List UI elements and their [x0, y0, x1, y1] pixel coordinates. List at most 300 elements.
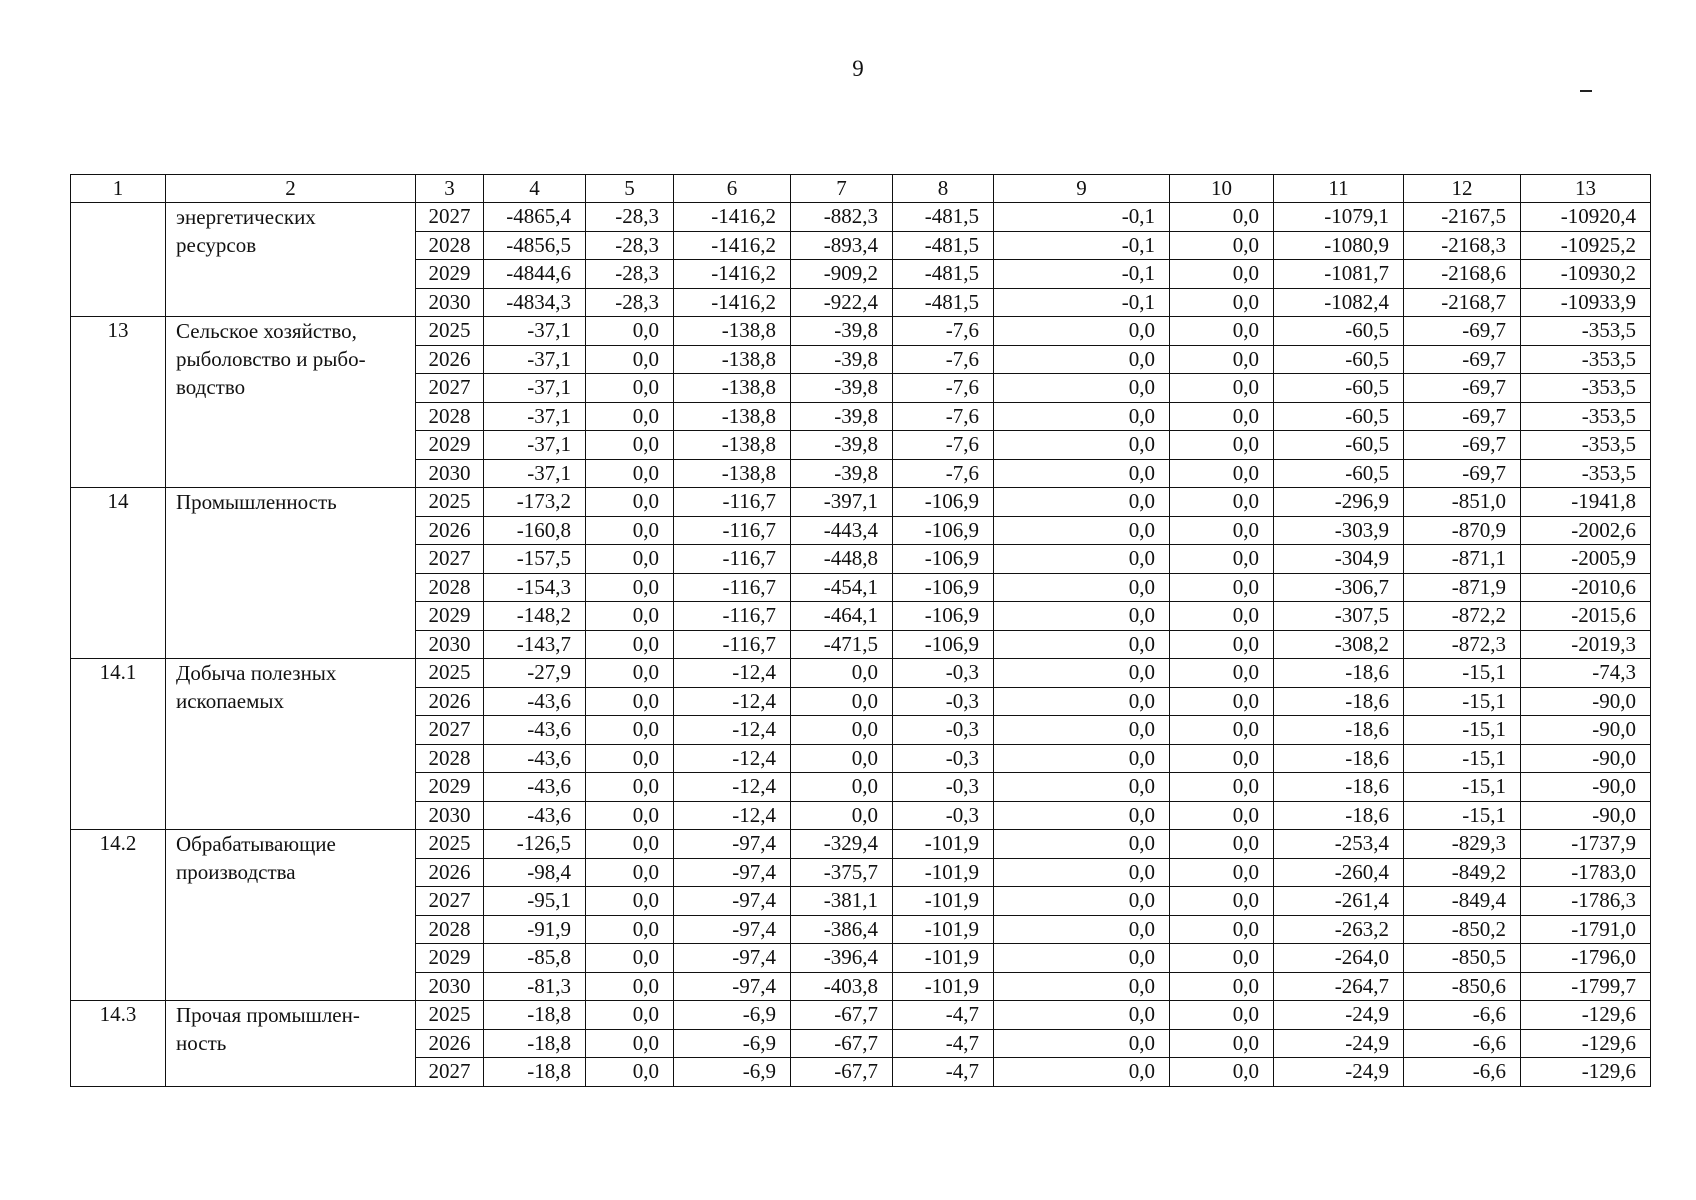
value-cell: -138,8	[674, 402, 791, 431]
value-cell: -850,6	[1404, 972, 1521, 1001]
value-cell: -375,7	[791, 858, 893, 887]
value-cell: -39,8	[791, 431, 893, 460]
value-cell: 0,0	[994, 773, 1170, 802]
value-cell: 0,0	[791, 687, 893, 716]
value-cell: 0,0	[994, 573, 1170, 602]
value-cell: -871,9	[1404, 573, 1521, 602]
value-cell: 0,0	[1170, 402, 1274, 431]
sector-name-line: Обрабатывающие	[176, 832, 336, 856]
value-cell: -6,9	[674, 1001, 791, 1030]
value-cell: -2010,6	[1521, 573, 1651, 602]
value-cell: -6,9	[674, 1058, 791, 1087]
value-cell: 0,0	[1170, 801, 1274, 830]
year-cell: 2028	[416, 915, 484, 944]
year-cell: 2025	[416, 659, 484, 688]
year-cell: 2030	[416, 459, 484, 488]
sector-name-line: ность	[176, 1031, 227, 1055]
value-cell: 0,0	[994, 659, 1170, 688]
value-cell: -6,6	[1404, 1029, 1521, 1058]
value-cell: 0,0	[1170, 858, 1274, 887]
value-cell: -481,5	[893, 203, 994, 232]
value-cell: 0,0	[1170, 203, 1274, 232]
emissions-table	[70, 174, 1651, 1087]
value-cell: -396,4	[791, 944, 893, 973]
value-cell: 0,0	[994, 602, 1170, 631]
value-cell: 0,0	[586, 317, 674, 346]
value-cell: -39,8	[791, 345, 893, 374]
value-cell: -353,5	[1521, 402, 1651, 431]
column-header: 1	[71, 175, 166, 203]
value-cell: -37,1	[484, 374, 586, 403]
value-cell: -4,7	[893, 1058, 994, 1087]
value-cell: -1799,7	[1521, 972, 1651, 1001]
value-cell: -464,1	[791, 602, 893, 631]
value-cell: -106,9	[893, 545, 994, 574]
value-cell: -0,3	[893, 716, 994, 745]
year-cell: 2027	[416, 1058, 484, 1087]
column-header: 9	[994, 175, 1170, 203]
value-cell: -893,4	[791, 231, 893, 260]
value-cell: -261,4	[1274, 887, 1404, 916]
row-code: 14	[71, 488, 166, 659]
value-cell: 0,0	[994, 317, 1170, 346]
value-cell: -37,1	[484, 402, 586, 431]
value-cell: -10920,4	[1521, 203, 1651, 232]
value-cell: -2168,6	[1404, 260, 1521, 289]
value-cell: 0,0	[586, 545, 674, 574]
value-cell: 0,0	[586, 744, 674, 773]
value-cell: -15,1	[1404, 773, 1521, 802]
year-cell: 2027	[416, 374, 484, 403]
value-cell: 0,0	[586, 858, 674, 887]
header-row	[71, 175, 1651, 203]
value-cell: -829,3	[1404, 830, 1521, 859]
value-cell: -60,5	[1274, 374, 1404, 403]
value-cell: -143,7	[484, 630, 586, 659]
value-cell: -138,8	[674, 317, 791, 346]
value-cell: -10930,2	[1521, 260, 1651, 289]
year-cell: 2030	[416, 801, 484, 830]
value-cell: -4834,3	[484, 288, 586, 317]
value-cell: -43,6	[484, 716, 586, 745]
value-cell: -870,9	[1404, 516, 1521, 545]
value-cell: 0,0	[586, 659, 674, 688]
value-cell: 0,0	[586, 687, 674, 716]
value-cell: -148,2	[484, 602, 586, 631]
value-cell: -6,6	[1404, 1001, 1521, 1030]
value-cell: -98,4	[484, 858, 586, 887]
value-cell: 0,0	[1170, 602, 1274, 631]
value-cell: 0,0	[1170, 374, 1274, 403]
value-cell: -69,7	[1404, 459, 1521, 488]
value-cell: -67,7	[791, 1001, 893, 1030]
value-cell: -4865,4	[484, 203, 586, 232]
value-cell: -1416,2	[674, 288, 791, 317]
value-cell: -851,0	[1404, 488, 1521, 517]
value-cell: -353,5	[1521, 374, 1651, 403]
value-cell: -1416,2	[674, 260, 791, 289]
value-cell: -303,9	[1274, 516, 1404, 545]
year-cell: 2026	[416, 1029, 484, 1058]
year-cell: 2028	[416, 744, 484, 773]
value-cell: -18,6	[1274, 744, 1404, 773]
year-cell: 2028	[416, 231, 484, 260]
value-cell: -850,5	[1404, 944, 1521, 973]
value-cell: 0,0	[586, 573, 674, 602]
year-cell: 2025	[416, 488, 484, 517]
table-header	[71, 175, 1651, 203]
value-cell: -101,9	[893, 944, 994, 973]
value-cell: 0,0	[586, 431, 674, 460]
value-cell: -7,6	[893, 345, 994, 374]
value-cell: -116,7	[674, 488, 791, 517]
value-cell: -397,1	[791, 488, 893, 517]
value-cell: -872,3	[1404, 630, 1521, 659]
value-cell: 0,0	[1170, 1058, 1274, 1087]
table-body	[71, 203, 1651, 1087]
value-cell: -329,4	[791, 830, 893, 859]
value-cell: -97,4	[674, 858, 791, 887]
value-cell: -18,6	[1274, 801, 1404, 830]
value-cell: 0,0	[1170, 1029, 1274, 1058]
value-cell: -481,5	[893, 288, 994, 317]
row-sector-name	[166, 830, 416, 1001]
value-cell: -28,3	[586, 288, 674, 317]
value-cell: 0,0	[586, 602, 674, 631]
value-cell: 0,0	[994, 716, 1170, 745]
year-cell: 2026	[416, 858, 484, 887]
value-cell: -101,9	[893, 972, 994, 1001]
value-cell: -871,1	[1404, 545, 1521, 574]
value-cell: -126,5	[484, 830, 586, 859]
value-cell: 0,0	[1170, 972, 1274, 1001]
year-cell: 2027	[416, 545, 484, 574]
value-cell: -0,3	[893, 744, 994, 773]
value-cell: -116,7	[674, 573, 791, 602]
value-cell: 0,0	[586, 1001, 674, 1030]
value-cell: -154,3	[484, 573, 586, 602]
value-cell: -18,6	[1274, 687, 1404, 716]
value-cell: -353,5	[1521, 317, 1651, 346]
year-cell: 2026	[416, 687, 484, 716]
year-cell: 2025	[416, 317, 484, 346]
value-cell: -304,9	[1274, 545, 1404, 574]
value-cell: -106,9	[893, 516, 994, 545]
value-cell: -18,8	[484, 1001, 586, 1030]
row-code	[71, 203, 166, 317]
value-cell: -85,8	[484, 944, 586, 973]
value-cell: -129,6	[1521, 1058, 1651, 1087]
value-cell: -296,9	[1274, 488, 1404, 517]
year-cell: 2029	[416, 260, 484, 289]
value-cell: -69,7	[1404, 431, 1521, 460]
value-cell: 0,0	[994, 374, 1170, 403]
value-cell: 0,0	[586, 830, 674, 859]
value-cell: -0,1	[994, 231, 1170, 260]
value-cell: -28,3	[586, 231, 674, 260]
value-cell: -90,0	[1521, 687, 1651, 716]
value-cell: -69,7	[1404, 317, 1521, 346]
column-header: 11	[1274, 175, 1404, 203]
sector-name-line: водство	[176, 375, 246, 399]
value-cell: -0,3	[893, 687, 994, 716]
value-cell: -12,4	[674, 659, 791, 688]
value-cell: 0,0	[586, 630, 674, 659]
sector-name-line: Промышленность	[176, 490, 337, 514]
value-cell: -1783,0	[1521, 858, 1651, 887]
column-header: 4	[484, 175, 586, 203]
value-cell: 0,0	[1170, 488, 1274, 517]
year-cell: 2028	[416, 573, 484, 602]
table-row	[71, 830, 1651, 859]
value-cell: -849,2	[1404, 858, 1521, 887]
value-cell: -2002,6	[1521, 516, 1651, 545]
year-cell: 2029	[416, 773, 484, 802]
value-cell: -97,4	[674, 944, 791, 973]
value-cell: -0,1	[994, 288, 1170, 317]
value-cell: -454,1	[791, 573, 893, 602]
value-cell: -1081,7	[1274, 260, 1404, 289]
table-row	[71, 203, 1651, 232]
value-cell: 0,0	[791, 773, 893, 802]
value-cell: -1416,2	[674, 203, 791, 232]
value-cell: -67,7	[791, 1058, 893, 1087]
value-cell: -481,5	[893, 260, 994, 289]
value-cell: 0,0	[1170, 687, 1274, 716]
value-cell: 0,0	[994, 1058, 1170, 1087]
value-cell: 0,0	[586, 801, 674, 830]
value-cell: 0,0	[1170, 459, 1274, 488]
column-header: 5	[586, 175, 674, 203]
value-cell: -7,6	[893, 459, 994, 488]
value-cell: -1786,3	[1521, 887, 1651, 916]
value-cell: -37,1	[484, 317, 586, 346]
value-cell: -74,3	[1521, 659, 1651, 688]
value-cell: 0,0	[586, 516, 674, 545]
column-header: 10	[1170, 175, 1274, 203]
value-cell: -0,1	[994, 203, 1170, 232]
value-cell: -1791,0	[1521, 915, 1651, 944]
sector-name-line: Добыча полезных	[176, 661, 337, 685]
value-cell: -90,0	[1521, 773, 1651, 802]
column-header: 6	[674, 175, 791, 203]
value-cell: -173,2	[484, 488, 586, 517]
value-cell: -15,1	[1404, 687, 1521, 716]
value-cell: 0,0	[791, 801, 893, 830]
value-cell: 0,0	[586, 374, 674, 403]
value-cell: 0,0	[1170, 345, 1274, 374]
value-cell: -2167,5	[1404, 203, 1521, 232]
value-cell: -12,4	[674, 687, 791, 716]
value-cell: -0,1	[994, 260, 1170, 289]
value-cell: -12,4	[674, 801, 791, 830]
row-code: 14.1	[71, 659, 166, 830]
value-cell: -60,5	[1274, 402, 1404, 431]
year-cell: 2028	[416, 402, 484, 431]
value-cell: -6,9	[674, 1029, 791, 1058]
year-cell: 2025	[416, 1001, 484, 1030]
value-cell: -306,7	[1274, 573, 1404, 602]
value-cell: 0,0	[994, 687, 1170, 716]
value-cell: -101,9	[893, 858, 994, 887]
value-cell: -7,6	[893, 402, 994, 431]
value-cell: -129,6	[1521, 1001, 1651, 1030]
value-cell: -7,6	[893, 374, 994, 403]
row-code: 14.3	[71, 1001, 166, 1087]
value-cell: -157,5	[484, 545, 586, 574]
value-cell: 0,0	[586, 345, 674, 374]
value-cell: -138,8	[674, 459, 791, 488]
value-cell: 0,0	[1170, 887, 1274, 916]
value-cell: -116,7	[674, 602, 791, 631]
value-cell: -307,5	[1274, 602, 1404, 631]
year-cell: 2027	[416, 887, 484, 916]
value-cell: -7,6	[893, 317, 994, 346]
table-row	[71, 488, 1651, 517]
value-cell: -264,0	[1274, 944, 1404, 973]
value-cell: -10933,9	[1521, 288, 1651, 317]
value-cell: -15,1	[1404, 659, 1521, 688]
value-cell: -101,9	[893, 915, 994, 944]
value-cell: -6,6	[1404, 1058, 1521, 1087]
year-cell: 2027	[416, 716, 484, 745]
emissions-table-wrapper	[70, 174, 1651, 1087]
value-cell: -471,5	[791, 630, 893, 659]
value-cell: -101,9	[893, 887, 994, 916]
column-header: 13	[1521, 175, 1651, 203]
value-cell: -1080,9	[1274, 231, 1404, 260]
value-cell: 0,0	[1170, 915, 1274, 944]
value-cell: -97,4	[674, 972, 791, 1001]
value-cell: -18,6	[1274, 716, 1404, 745]
value-cell: 0,0	[994, 488, 1170, 517]
value-cell: -353,5	[1521, 431, 1651, 460]
value-cell: -43,6	[484, 801, 586, 830]
value-cell: -101,9	[893, 830, 994, 859]
value-cell: -386,4	[791, 915, 893, 944]
value-cell: -37,1	[484, 431, 586, 460]
value-cell: 0,0	[1170, 1001, 1274, 1030]
column-header: 3	[416, 175, 484, 203]
year-cell: 2029	[416, 944, 484, 973]
value-cell: -60,5	[1274, 317, 1404, 346]
value-cell: -91,9	[484, 915, 586, 944]
value-cell: -12,4	[674, 773, 791, 802]
value-cell: -448,8	[791, 545, 893, 574]
value-cell: 0,0	[586, 459, 674, 488]
value-cell: -0,3	[893, 801, 994, 830]
value-cell: 0,0	[994, 431, 1170, 460]
value-cell: 0,0	[586, 915, 674, 944]
value-cell: -69,7	[1404, 402, 1521, 431]
value-cell: -60,5	[1274, 431, 1404, 460]
value-cell: -353,5	[1521, 459, 1651, 488]
value-cell: 0,0	[586, 887, 674, 916]
value-cell: -43,6	[484, 744, 586, 773]
year-cell: 2025	[416, 830, 484, 859]
value-cell: -1737,9	[1521, 830, 1651, 859]
value-cell: 0,0	[994, 630, 1170, 659]
row-code: 13	[71, 317, 166, 488]
year-cell: 2026	[416, 516, 484, 545]
value-cell: 0,0	[1170, 288, 1274, 317]
sector-name-line: производства	[176, 860, 296, 884]
row-code: 14.2	[71, 830, 166, 1001]
value-cell: -1416,2	[674, 231, 791, 260]
value-cell: -138,8	[674, 431, 791, 460]
value-cell: 0,0	[586, 972, 674, 1001]
value-cell: 0,0	[994, 944, 1170, 973]
value-cell: -15,1	[1404, 744, 1521, 773]
value-cell: -12,4	[674, 744, 791, 773]
value-cell: -67,7	[791, 1029, 893, 1058]
value-cell: -28,3	[586, 260, 674, 289]
value-cell: -18,8	[484, 1029, 586, 1058]
value-cell: 0,0	[791, 744, 893, 773]
table-row	[71, 1001, 1651, 1030]
value-cell: -18,8	[484, 1058, 586, 1087]
value-cell: 0,0	[994, 1029, 1170, 1058]
value-cell: -97,4	[674, 915, 791, 944]
value-cell: -1941,8	[1521, 488, 1651, 517]
value-cell: 0,0	[994, 545, 1170, 574]
value-cell: -18,6	[1274, 773, 1404, 802]
column-header: 7	[791, 175, 893, 203]
value-cell: -69,7	[1404, 345, 1521, 374]
row-sector-name	[166, 659, 416, 830]
value-cell: 0,0	[1170, 944, 1274, 973]
value-cell: -381,1	[791, 887, 893, 916]
value-cell: -97,4	[674, 887, 791, 916]
column-header: 12	[1404, 175, 1521, 203]
margin-dash-mark	[1580, 90, 1592, 92]
value-cell: 0,0	[586, 1029, 674, 1058]
table-row	[71, 317, 1651, 346]
row-sector-name	[166, 1001, 416, 1087]
value-cell: 0,0	[1170, 545, 1274, 574]
value-cell: -18,6	[1274, 659, 1404, 688]
value-cell: 0,0	[994, 858, 1170, 887]
value-cell: -10925,2	[1521, 231, 1651, 260]
value-cell: -106,9	[893, 602, 994, 631]
value-cell: -353,5	[1521, 345, 1651, 374]
value-cell: -37,1	[484, 345, 586, 374]
value-cell: -24,9	[1274, 1029, 1404, 1058]
year-cell: 2027	[416, 203, 484, 232]
value-cell: -253,4	[1274, 830, 1404, 859]
value-cell: -15,1	[1404, 716, 1521, 745]
value-cell: -116,7	[674, 516, 791, 545]
value-cell: -24,9	[1274, 1058, 1404, 1087]
year-cell: 2026	[416, 345, 484, 374]
value-cell: 0,0	[994, 830, 1170, 859]
value-cell: 0,0	[1170, 630, 1274, 659]
value-cell: 0,0	[1170, 573, 1274, 602]
value-cell: -160,8	[484, 516, 586, 545]
year-cell: 2030	[416, 630, 484, 659]
value-cell: -0,3	[893, 659, 994, 688]
value-cell: -403,8	[791, 972, 893, 1001]
value-cell: -28,3	[586, 203, 674, 232]
value-cell: 0,0	[994, 459, 1170, 488]
value-cell: -106,9	[893, 573, 994, 602]
value-cell: -2168,3	[1404, 231, 1521, 260]
value-cell: -106,9	[893, 488, 994, 517]
value-cell: -60,5	[1274, 345, 1404, 374]
value-cell: -12,4	[674, 716, 791, 745]
value-cell: -443,4	[791, 516, 893, 545]
value-cell: 0,0	[994, 972, 1170, 1001]
